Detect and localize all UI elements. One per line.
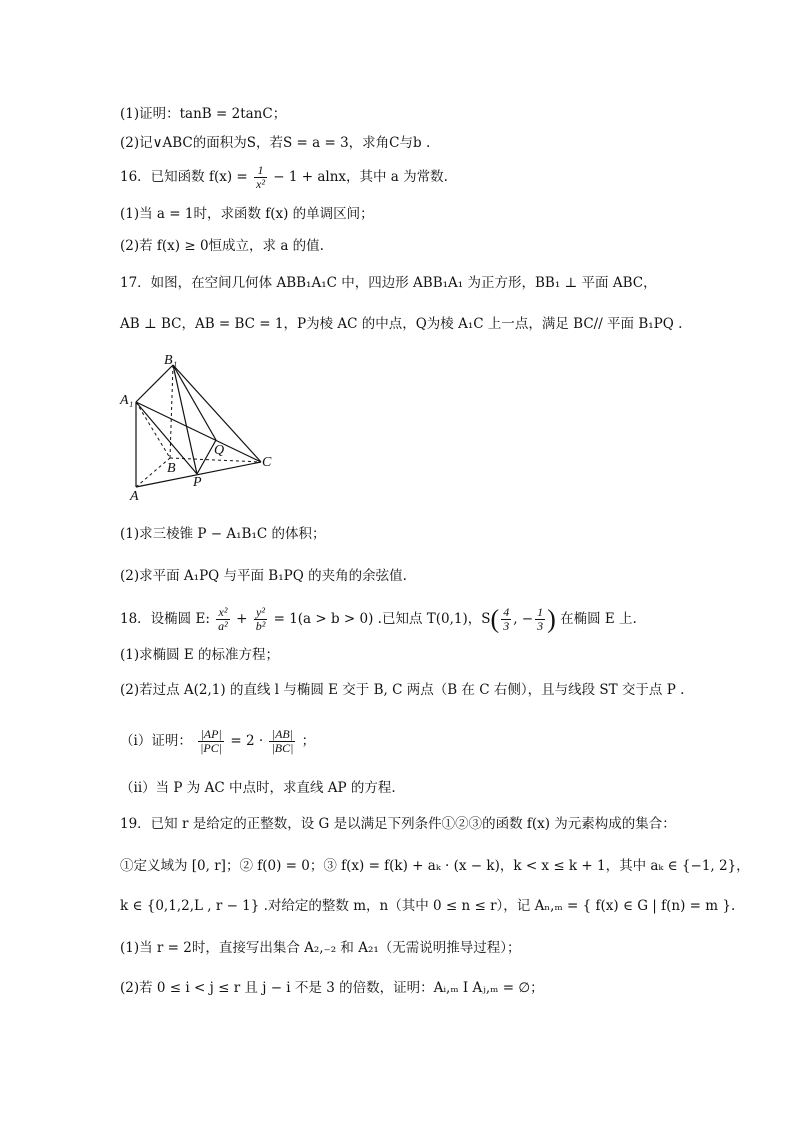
problem-17-text-b: AB ⊥ BC，AB = BC = 1，P为棱 AC 的中点，Q为棱 A₁C 上一点，满足 BC// 平面 B₁PQ .: [120, 316, 683, 332]
fraction-AB-BC: $\frac{|AB|}{|BC|}$: [271, 727, 294, 755]
problem-18-q2: (2)若过点 A(2,1) 的直线 l 与椭圆 E 交于 B, C 两点（B 在 C 右侧），且与线段 ST 交于点 P .: [120, 682, 685, 698]
problem-16-q2: (2)若 f(x) ≥ 0恒成立，求 a 的值.: [120, 238, 324, 254]
problem-19-text-a: 19．已知 r 是给定的正整数，设 G 是以满足下列条件①②③的函数 f(x) 为元素构成的集合：: [120, 816, 676, 832]
label-B: B: [167, 461, 176, 476]
edge-B1P: [173, 365, 197, 474]
problem-16: 16．已知函数 f(x) = $\frac{1}{\text{x²}}$ − 1 + alnx，其中 a 为常数.: [120, 163, 448, 191]
problem-18-qi: （i）证明： $\frac{|AP|}{|PC|}$ = 2 · $\frac{|AB|}{|BC|}$ ；: [120, 727, 316, 755]
fraction-y2-b2: $\frac{\text{y²}}{\text{b²}}$: [255, 605, 266, 633]
edge-B1Q: [173, 365, 216, 440]
label-A: A: [130, 489, 139, 504]
problem-18-q1: (1)求椭圆 E 的标准方程；: [120, 647, 280, 663]
edge-A1B1: [136, 365, 173, 402]
problem-17-q2: (2)求平面 A₁PQ 与平面 B₁PQ 的夹角的余弦值.: [120, 568, 407, 584]
problem-19-text-c: k ∈ {0,1,2,L , r − 1} .对给定的整数 m，n（其中 0 ≤ n ≤ r），记 Aₙ,ₘ = { f(x) ∈ G | f(n) = m }.: [120, 898, 736, 914]
edge-BC: [170, 458, 261, 462]
problem-19-q1: (1)当 r = 2时，直接写出集合 A₂,₋₂ 和 A₂₁（无需说明推导过程）；: [120, 940, 521, 956]
line-1: (1)证明：tanB = 2tanC；: [120, 106, 287, 122]
problem-19-text-b: ①定义域为 [0, r]；② f(0) = 0；③ f(x) = f(k) + aₖ · (x − k)，k < x ≤ k + 1，其中 aₖ ∈ {−1, 2}，: [120, 858, 750, 874]
problem-18: 18．设椭圆 E: $\frac{\text{x²}}{\text{a²}}$ + $\frac{\text{y²}}{\text{b²}}$ = 1(a > b > 0) .已知点 T(0,1)，S( $\frac{4}{3}$ , − $\frac{1}{3}$ ) 在椭圆 E 上.: [120, 604, 637, 634]
problem-19-q2: (2)若 0 ≤ i < j ≤ r 且 j − i 不是 3 的倍数，证明：Aᵢ,ₘ I Aⱼ,ₘ = ∅；: [120, 980, 544, 996]
problem-16-q1: (1)当 a = 1时，求函数 f(x) 的单调区间；: [120, 206, 374, 222]
problem-17-q1: (1)求三棱锥 P − A₁B₁C 的体积；: [120, 526, 326, 542]
geometry-figure: [118, 350, 288, 505]
fraction: $\frac{1}{\text{x²}}$: [256, 163, 265, 191]
label-B1: B₁: [164, 353, 178, 368]
problem-17-text-a: 17．如图，在空间几何体 ABB₁A₁C 中，四边形 ABB₁A₁ 为正方形，BB₁ ⊥ 平面 ABC，: [120, 275, 657, 291]
edge-AB: [136, 458, 170, 487]
label-P: P: [193, 475, 202, 490]
fraction-4-3: $\frac{4}{3}$: [503, 605, 510, 633]
edge-A1C: [136, 402, 261, 462]
fraction-1-3: $\frac{1}{3}$: [537, 605, 544, 633]
fraction-x2-a2: $\frac{\text{x²}}{\text{a²}}$: [218, 605, 228, 633]
fraction-AP-PC: $\frac{|AP|}{|PC|}$: [200, 727, 223, 755]
label-Q: Q: [214, 443, 225, 458]
problem-18-qii: （ii）当 P 为 AC 中点时，求直线 AP 的方程.: [120, 780, 396, 796]
label-A1: A₁: [120, 393, 134, 408]
label-C: C: [262, 455, 272, 470]
line-2: (2)记∨ABC的面积为S，若S = a = 3，求角C与b .: [120, 135, 431, 151]
